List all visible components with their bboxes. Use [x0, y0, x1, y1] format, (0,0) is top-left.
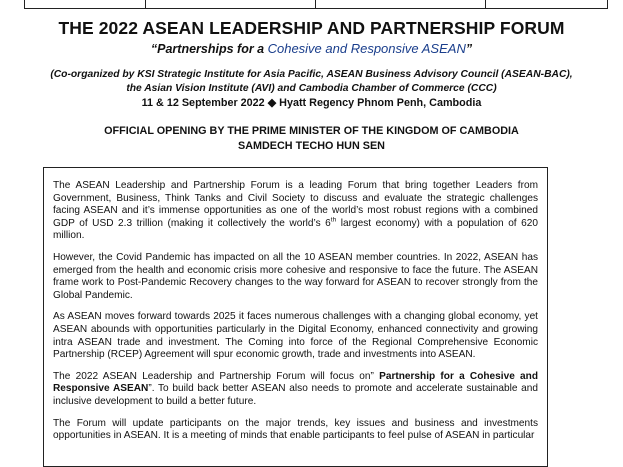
theme-lead: “Partnerships for a [150, 42, 268, 56]
event-venue: Hyatt Regency Phnom Penh, Cambodia [279, 97, 482, 109]
event-dates: 11 & 12 September 2022 [141, 97, 265, 109]
table-column-divider [485, 0, 486, 8]
opening-line-1: OFFICIAL OPENING BY THE PRIME MINISTER OF THE KINGDOM OF CAMBODIA [104, 125, 519, 137]
p4-theme-bold: Partnership for a Cohesive and Responsive ASEAN [53, 370, 538, 395]
theme-accent: Cohesive and Responsive ASEAN [267, 41, 466, 56]
paragraph-outlook: As ASEAN moves forward towards 2025 it faces numerous challenges with a changing global economy, yet ASEAN abounds with opportunities particularly in the Digital Economy, enhanced connectivity and growing intra ASEAN trade and investment. The Coming into force of the Regional Comprehensive Economic Partnership (RCEP) Agreement will spur economic growth, trade and investments into ASEAN. [53, 311, 538, 361]
paragraph-update: The Forum will update participants on the major trends, key issues and business and investments opportunities in ASEAN. It is a meeting of minds that enable participants to feel pulse of ASEAN in particular [53, 417, 538, 442]
event-details [0, 96, 623, 109]
p4-text-b: ”. To build back better ASEAN also needs to promote and accelerate sustainable and inclusive development to build a better future. [53, 383, 538, 407]
official-opening [0, 124, 623, 154]
p4-text-a: The 2022 ASEAN Leadership and Partnership Forum will focus on” [53, 370, 380, 382]
coorganizers [0, 68, 623, 96]
forum-description-box [43, 167, 548, 467]
paragraph-overview [53, 180, 538, 243]
paragraph-pandemic: However, the Covid Pandemic has impacted on all the 10 ASEAN member countries. In 2022, ASEAN has emerged from the health and economic crisis more cohesive and responsive to face the future. The ASEAN frame work to Post-Pandemic Recovery changes to the way forward for ASEAN to recover strongly from the Global Pandemic. [53, 251, 538, 301]
coorganizers-line-2: the Asian Vision Institute (AVI) and Cambodia Chamber of Commerce (CCC) [126, 83, 497, 94]
document-title: THE 2022 ASEAN LEADERSHIP AND PARTNERSHIP FORUM [58, 18, 565, 38]
top-table-remnant [24, 0, 608, 9]
paragraph-focus [53, 371, 538, 409]
coorganizers-line-1: (Co-organized by KSI Strategic Institute for Asia Pacific, ASEAN Business Advisory Council (ASEAN-BAC), [50, 69, 573, 80]
table-column-divider [145, 0, 146, 8]
theme-end: ” [465, 42, 473, 56]
diamond-bullet-icon: ◆ [267, 97, 277, 109]
forum-theme [0, 41, 623, 56]
p1-text-a: The ASEAN Leadership and Partnership Forum is a leading Forum that bring together Leaders from Government, Business, Think Tanks and Civil Society to discuss and evaluate the strategic challenges facing ASEAN and it’s immense opportunities as one of the world’s most robust regions with a combined GDP of USD 2.3 trillion (making it collectively the world’s 6 [53, 180, 538, 229]
p1-superscript: th [330, 216, 337, 224]
p1-text-b: largest economy) with a population of 620 million. [53, 217, 538, 242]
opening-line-2: SAMDECH TECHO HUN SEN [238, 140, 385, 152]
table-column-divider [315, 0, 316, 8]
